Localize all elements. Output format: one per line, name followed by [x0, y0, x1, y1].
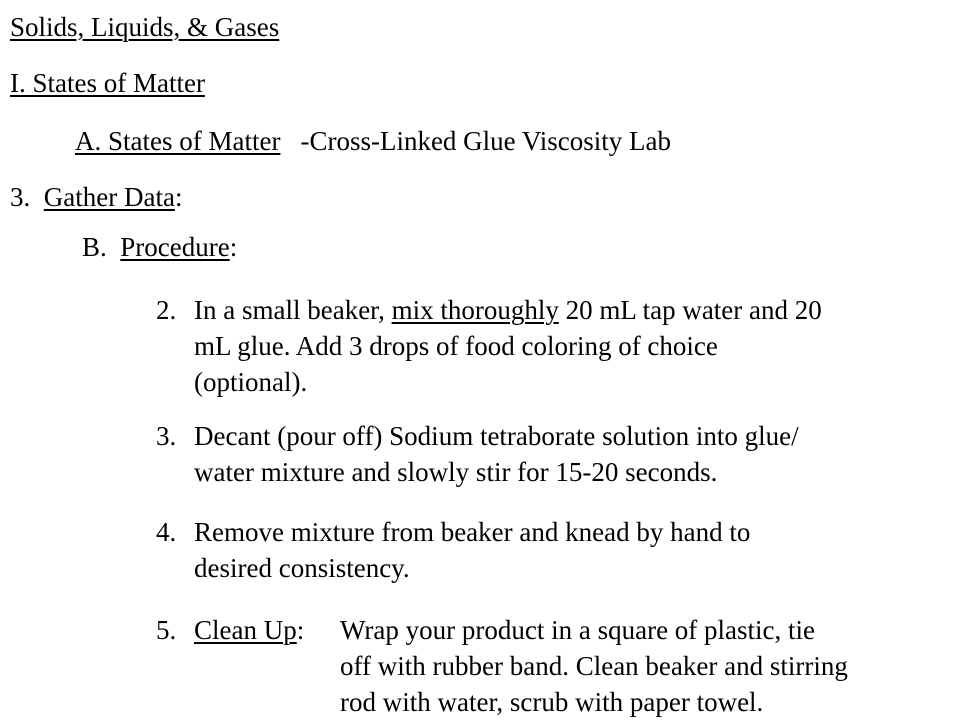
step-text: [194, 292, 954, 400]
step-label: [194, 612, 304, 648]
step-number: 2.: [156, 295, 177, 325]
step-text-segment: 20 mL tap water and 20: [558, 295, 822, 325]
step-number: 5.: [156, 615, 177, 645]
step-line: Remove mixture from beaker and knead by hand to: [194, 517, 751, 547]
step-item: [156, 292, 956, 402]
step-line: [194, 292, 954, 328]
procedure-colon: :: [229, 232, 238, 262]
step-line: off with rubber band. Clean beaker and stirring: [340, 651, 848, 681]
step-number: 3.: [156, 421, 177, 451]
cleanup-label: Clean Up: [194, 615, 297, 645]
step-line: mL glue. Add 3 drops of food coloring of choice: [194, 331, 718, 361]
step-item: [156, 612, 956, 720]
section-heading: I. States of Matter: [10, 68, 205, 98]
step-line: Decant (pour off) Sodium tetraborate solution into glue/: [194, 421, 799, 451]
step-line: (optional).: [194, 367, 308, 397]
step-line: water mixture and slowly stir for 15-20 seconds.: [194, 457, 718, 487]
step-item: [156, 514, 956, 586]
gather-data-heading: [10, 184, 182, 211]
subsection-heading: [75, 128, 671, 155]
procedure-letter: B.: [82, 232, 107, 262]
procedure-heading: [82, 234, 237, 261]
procedure-label: Procedure: [120, 232, 230, 262]
step-line: desired consistency.: [194, 553, 410, 583]
cleanup-colon: :: [296, 615, 305, 645]
step-line: Wrap your product in a square of plastic, tie: [340, 615, 816, 645]
step-text: [194, 514, 954, 586]
step-text-segment: In a small beaker,: [194, 295, 392, 325]
step-line: rod with water, scrub with paper towel.: [340, 687, 764, 717]
step-item: [156, 418, 956, 490]
subsection-label: A. States of Matter: [75, 126, 281, 156]
gather-label: Gather Data: [43, 182, 175, 212]
gather-number: 3.: [10, 182, 31, 212]
document-title: Solids, Liquids, & Gases: [10, 12, 280, 42]
gather-colon: :: [174, 182, 183, 212]
subsection-suffix: -Cross-Linked Glue Viscosity Lab: [300, 126, 672, 156]
step-emphasis: mix thoroughly: [391, 295, 559, 325]
step-text: [194, 418, 954, 490]
step-number: 4.: [156, 517, 177, 547]
step-hanging-text: [340, 612, 848, 720]
